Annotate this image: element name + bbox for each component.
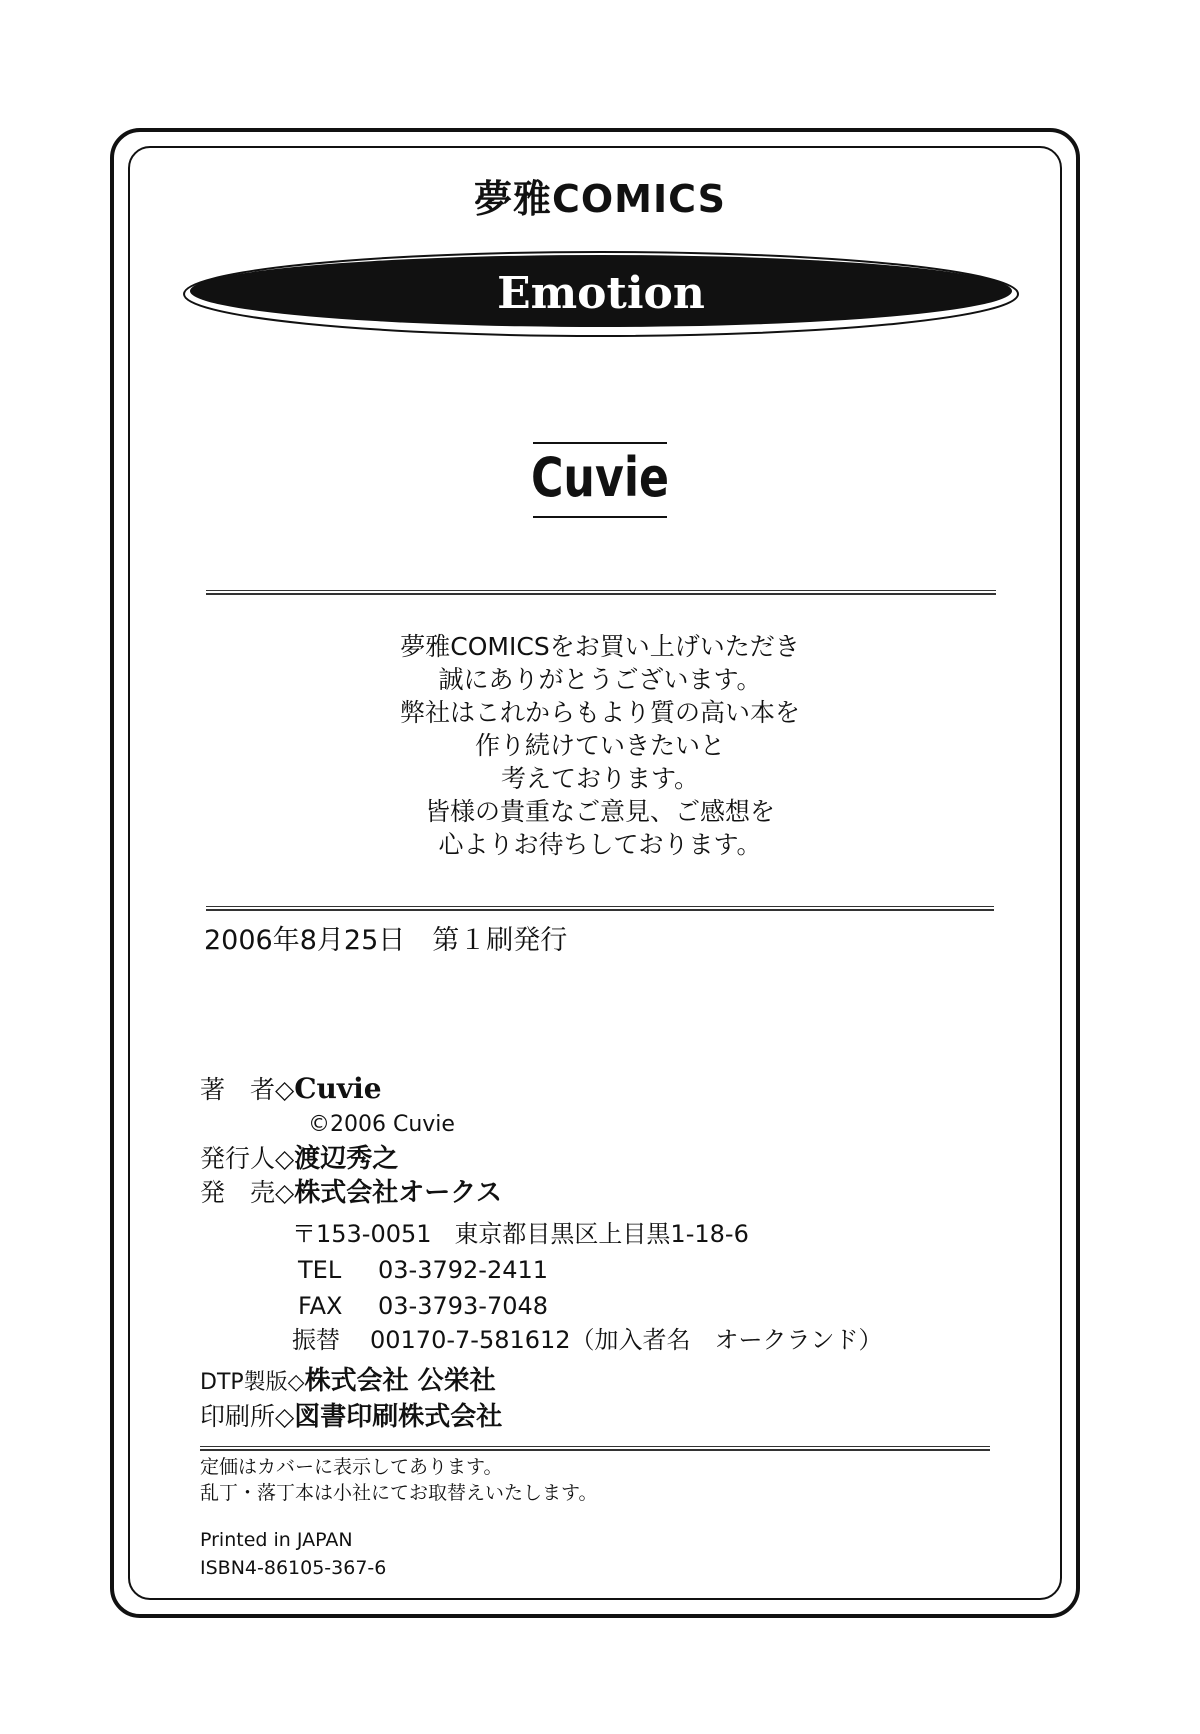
dtp-credit-value: 株式会社 公栄社 <box>304 1366 496 1396</box>
message-line: 心よりお待ちしております。 <box>438 830 762 859</box>
transfer-label: 振替 <box>292 1326 340 1354</box>
divider-middle <box>206 906 994 911</box>
author-credit <box>200 1072 382 1107</box>
message-line: 弊社はこれからもより質の高い本を <box>399 698 800 727</box>
author-rule-top <box>533 442 667 444</box>
author-rule-bottom <box>533 516 667 518</box>
fax-number: 03-3793-7048 <box>378 1292 549 1320</box>
imprint-label: 夢雅COMICS <box>473 177 727 221</box>
copyright-line: ©2006 Cuvie <box>308 1112 455 1137</box>
book-title: Emotion <box>497 268 705 319</box>
tel-number: 03-3792-2411 <box>378 1256 549 1284</box>
postal-code: 〒153-0051 <box>292 1220 432 1248</box>
dtp-credit <box>200 1364 496 1400</box>
divider-top <box>206 590 996 595</box>
message-line: 作り続けていきたいと <box>474 731 725 760</box>
fax-label: FAX <box>298 1292 343 1320</box>
message-line: 誠にありがとうございます。 <box>438 665 762 694</box>
postal-address <box>292 1218 749 1250</box>
publisher-credit-value: 渡辺秀之 <box>294 1144 399 1174</box>
printer-credit-value: 図書印刷株式会社 <box>294 1402 503 1432</box>
street-address: 東京都目黒区上目黒1-18-6 <box>454 1220 749 1248</box>
author-credit-label: 著 者◇ <box>200 1075 295 1104</box>
divider-bottom <box>200 1446 990 1451</box>
isbn: ISBN4-86105-367-6 <box>200 1557 387 1579</box>
printer-credit-label: 印刷所◇ <box>200 1402 295 1431</box>
message-line: 夢雅COMICSをお買い上げいただき <box>400 632 800 661</box>
tel-label: TEL <box>298 1256 342 1284</box>
printer-credit <box>200 1400 502 1434</box>
thank-you-message <box>0 630 1200 861</box>
transfer-account: 00170-7-581612（加入者名 オークランド） <box>370 1326 883 1354</box>
seller-credit <box>200 1176 502 1210</box>
fax-line <box>298 1290 548 1322</box>
issue-date: 2006年8月25日 第１刷発行 <box>204 925 568 956</box>
author-credit-value: Cuvie <box>294 1072 382 1105</box>
price-note: 定価はカバーに表示してあります。 <box>200 1456 503 1478</box>
message-line: 皆様の貴重なご意見、ご感想を <box>424 797 775 826</box>
publisher-credit-label: 発行人◇ <box>200 1144 295 1173</box>
author-title: Cuvie <box>530 446 670 509</box>
dtp-credit-label: DTP製版◇ <box>200 1370 305 1395</box>
replacement-note: 乱丁・落丁本は小社にてお取替えいたします。 <box>200 1482 598 1504</box>
publisher-credit <box>200 1142 398 1176</box>
seller-credit-value: 株式会社オークス <box>294 1178 502 1208</box>
transfer-line <box>292 1324 883 1356</box>
printed-in: Printed in JAPAN <box>200 1529 353 1551</box>
message-line: 考えております。 <box>500 764 699 793</box>
tel-line <box>298 1254 548 1286</box>
seller-credit-label: 発 売◇ <box>200 1178 295 1207</box>
